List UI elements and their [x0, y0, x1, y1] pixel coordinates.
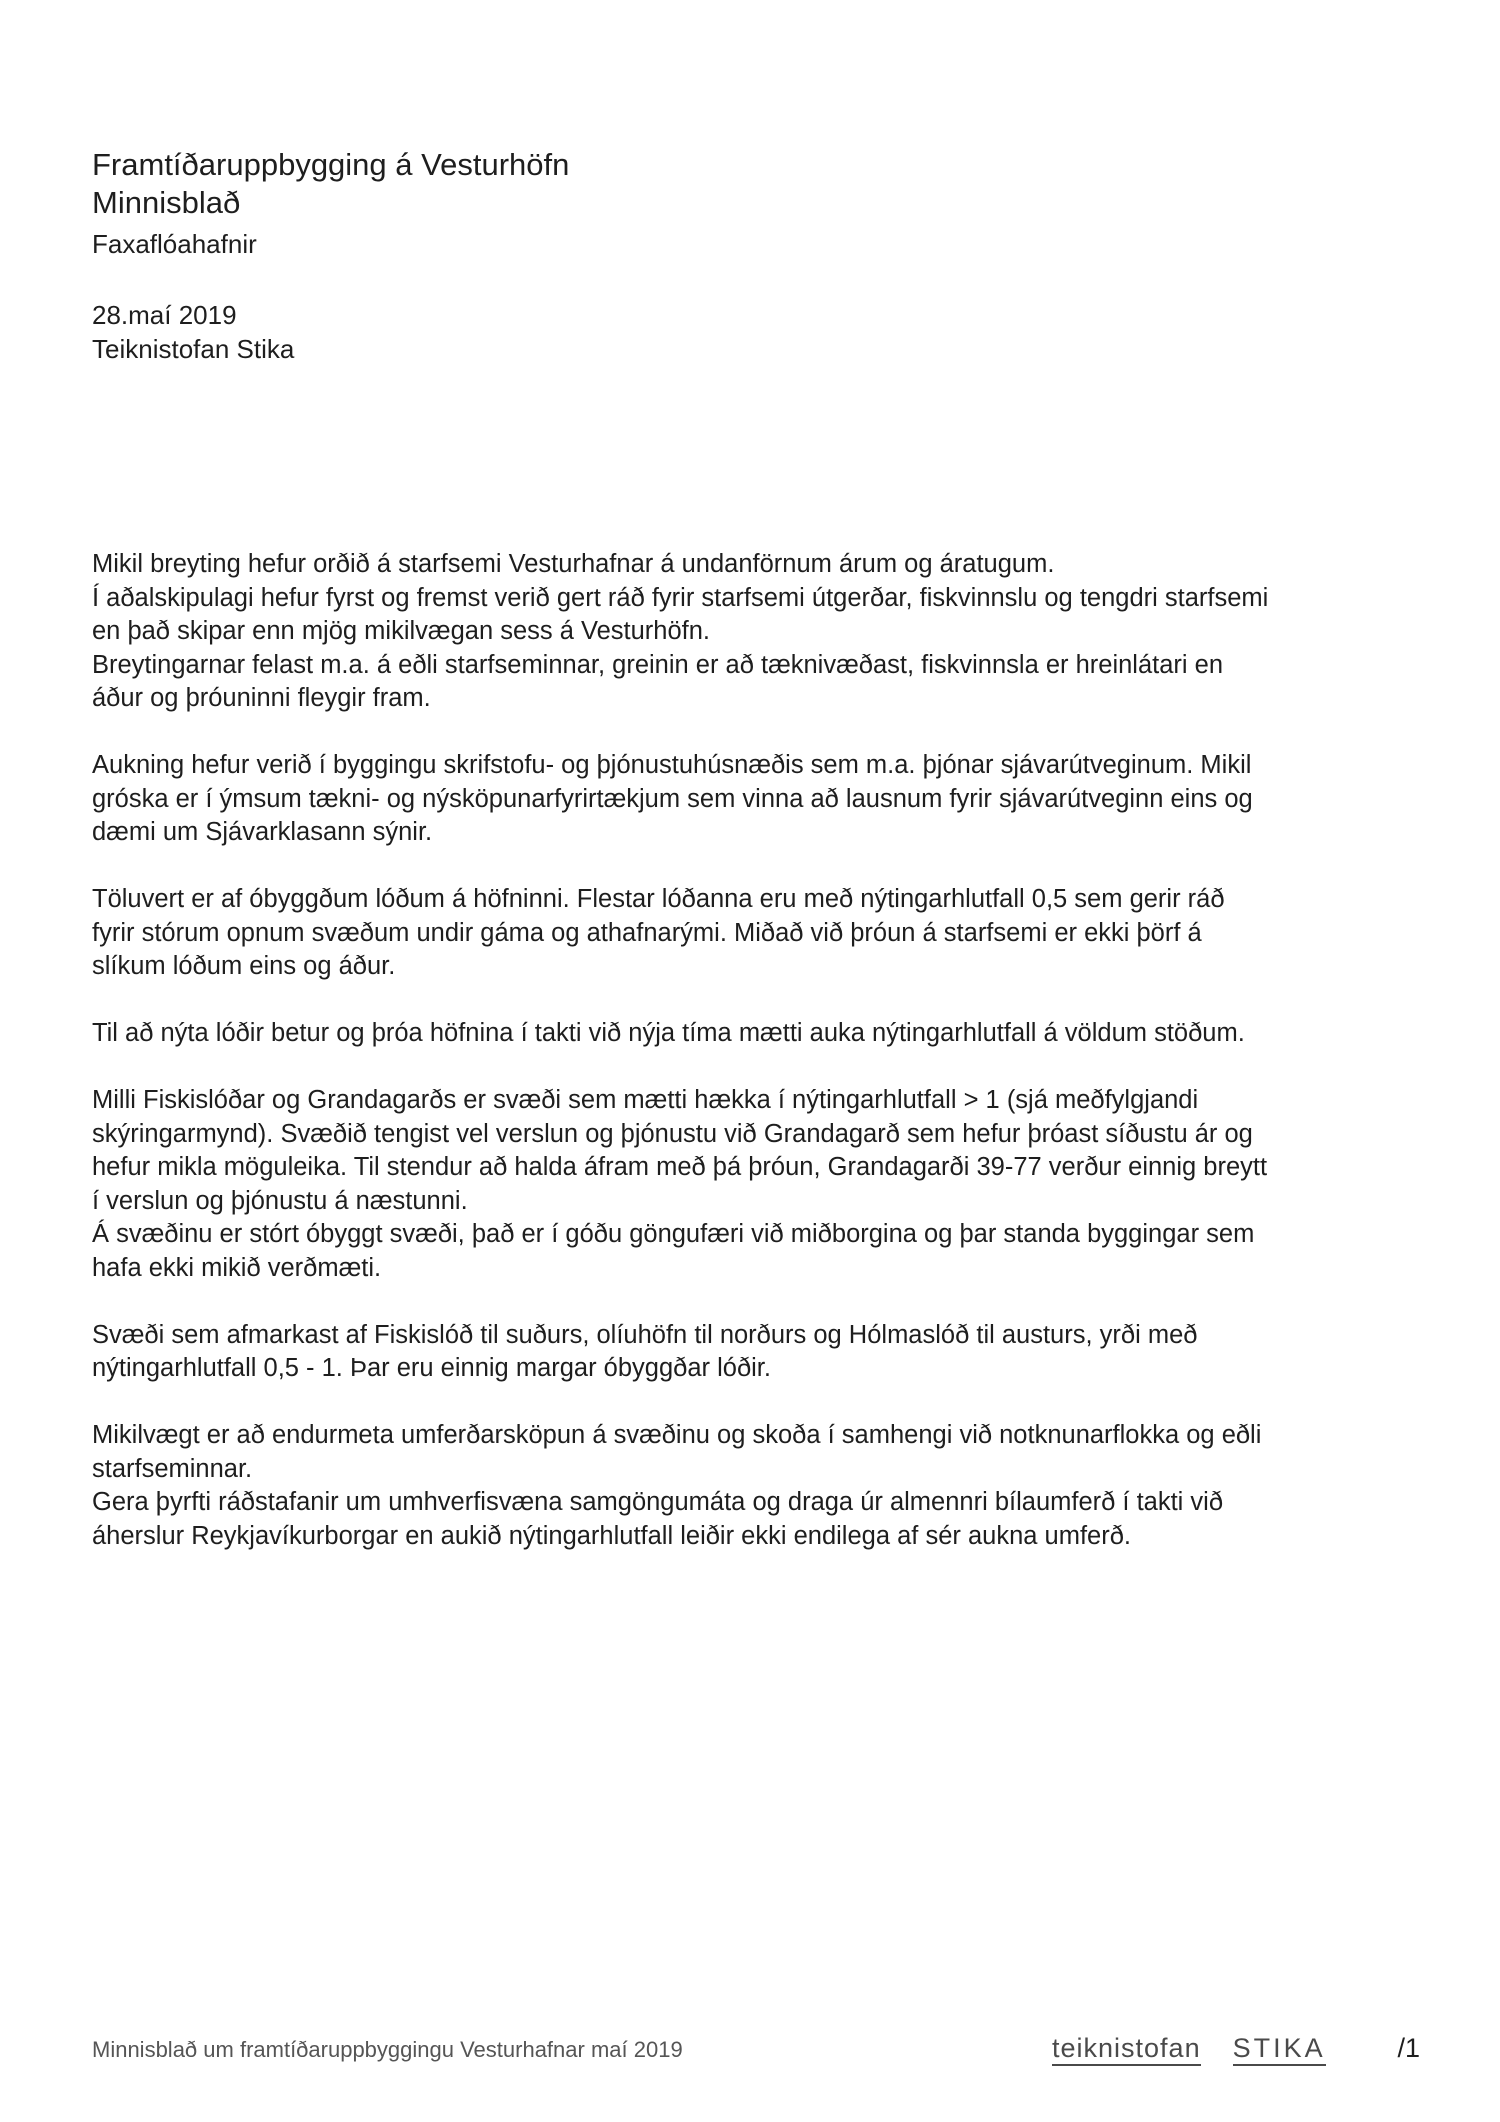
- footer-caption: Minnisblað um framtíðaruppbyggingu Vesturhafnar maí 2019: [92, 2037, 683, 2062]
- paragraph: Til að nýta lóðir betur og þróa höfnina í takti við nýja tíma mætti auka nýtingarhlutfall á völdum stöðum.: [92, 1019, 1245, 1047]
- paragraph: Mikilvægt er að endurmeta umferðarsköpun á svæðinu og skoða í samhengi við notknunarflokka og eðli starfseminnar. Gera þyrfti ráðstafanir um umhverfisvæna samgöngumáta og draga úr almennri bílaumferð í takti við áherslur Reykjavíkurborgar en aukið nýtingarhlutfall leiðir ekki endilega af sér aukna umferð.: [92, 1421, 1262, 1550]
- document-date: 28.maí 2019: [92, 300, 237, 330]
- brand-name-part2: STIKA: [1233, 2033, 1326, 2066]
- document-meta: [92, 298, 294, 366]
- document-subtitle: Faxaflóahafnir: [92, 229, 257, 259]
- brand-logo: [1052, 2033, 1326, 2066]
- document-title: Framtíðaruppbygging á Vesturhöfn: [92, 147, 570, 182]
- document-header: [92, 146, 1192, 260]
- page-number: /1: [1397, 2033, 1420, 2063]
- brand-name-part1: teiknistofan: [1052, 2033, 1201, 2066]
- paragraph: Svæði sem afmarkast af Fiskislóð til suðurs, olíuhöfn til norðurs og Hólmaslóð til austurs, yrði með nýtingarhlutfall 0,5 - 1. Þar eru einnig margar óbyggðar lóðir.: [92, 1320, 1198, 1382]
- paragraph: Aukning hefur verið í byggingu skrifstofu- og þjónustuhúsnæðis sem m.a. þjónar sjávarútveginum. Mikil gróska er í ýmsum tækni- og nýsköpunarfyrirtækjum sem vinna að lausnum fyrir sjávarútveginn eins og dæmi um Sjávarklasann sýnir.: [92, 751, 1253, 846]
- paragraph: Töluvert er af óbyggðum lóðum á höfninni. Flestar lóðanna eru með nýtingarhlutfall 0,5 sem gerir ráð fyrir stórum opnum svæðum undir gáma og athafnarými. Miðað við þróun á starfsemi er ekki þörf á slíkum lóðum eins og áður.: [92, 885, 1225, 980]
- document-body: [92, 548, 1272, 1587]
- document-type: Minnisblað: [92, 185, 241, 220]
- paragraph: Milli Fiskislóðar og Grandagarðs er svæði sem mætti hækka í nýtingarhlutfall > 1 (sjá meðfylgjandi skýringarmynd). Svæðið tengist vel verslun og þjónustu við Grandagarð sem hefur þróast síðustu ár og hefur mikla möguleika. Til stendur að halda áfram með þá þróun, Grandagarði 39-77 verður einnig breytt í verslun og þjónustu á næstunni. Á svæðinu er stórt óbyggt svæði, það er í góðu göngufæri við miðborgina og þar standa byggingar sem hafa ekki mikið verðmæti.: [92, 1086, 1268, 1282]
- document-author: Teiknistofan Stika: [92, 334, 295, 364]
- page-footer: [92, 2035, 1420, 2075]
- paragraph: Mikil breyting hefur orðið á starfsemi Vesturhafnar á undanförnum árum og áratugum. Í aðalskipulagi hefur fyrst og fremst verið gert ráð fyrir starfsemi útgerðar, fiskvinnslu og tengdri starfsemi en það skipar enn mjög mikilvægan sess á Vesturhöfn. Breytingarnar felast m.a. á eðli starfseminnar, greinin er að tæknivæðast, fiskvinnsla er hreinlátari en áður og þróuninni fleygir fram.: [92, 550, 1269, 712]
